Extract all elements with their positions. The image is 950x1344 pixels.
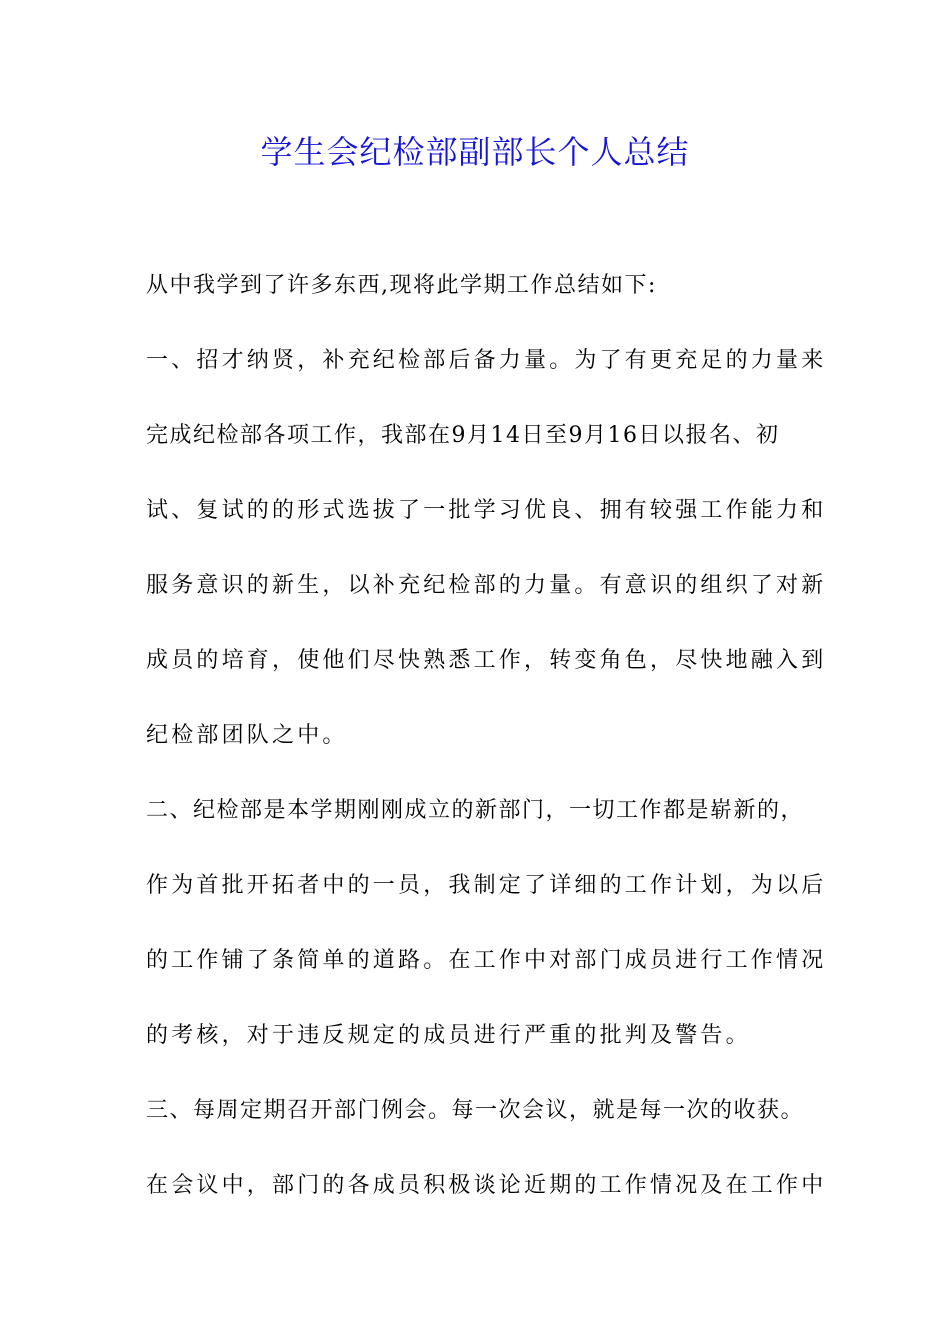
body-line-6: 成员的培育，使他们尽快熟悉工作，转变角色，尽快地融入到 — [146, 648, 827, 673]
body-line-10: 的工作铺了条简单的道路。在工作中对部门成员进行工作情况 — [146, 948, 827, 973]
body-line-7: 纪检部团队之中。 — [146, 723, 348, 748]
body-line-2: 一、招才纳贤，补充纪检部后备力量。为了有更充足的力量来 — [146, 348, 827, 373]
body-line-9: 作为首批开拓者中的一员，我制定了详细的工作计划，为以后 — [146, 873, 827, 898]
body-line-13: 在会议中，部门的各成员积极谈论近期的工作情况及在工作中 — [146, 1173, 827, 1198]
body-line-3: 完成纪检部各项工作，我部在9月14日至9月16日以报名、初 — [146, 423, 780, 448]
body-line-1: 从中我学到了许多东西,现将此学期工作总结如下: — [146, 273, 657, 298]
body-line-11: 的考核，对于违反规定的成员进行严重的批判及警告。 — [146, 1023, 751, 1048]
body-line-5: 服务意识的新生，以补充纪检部的力量。有意识的组织了对新 — [146, 573, 827, 598]
body-line-12: 三、每周定期召开部门例会。每一次会议，就是每一次的收获。 — [146, 1098, 805, 1123]
document-body — [146, 258, 827, 1233]
document-title: 学生会纪检部副部长个人总结 — [260, 133, 690, 171]
body-line-8: 二、纪检部是本学期刚刚成立的新部门，一切工作都是崭新的， — [146, 798, 805, 823]
body-line-4: 试、复试的的形式选拔了一批学习优良、拥有较强工作能力和 — [146, 498, 827, 523]
